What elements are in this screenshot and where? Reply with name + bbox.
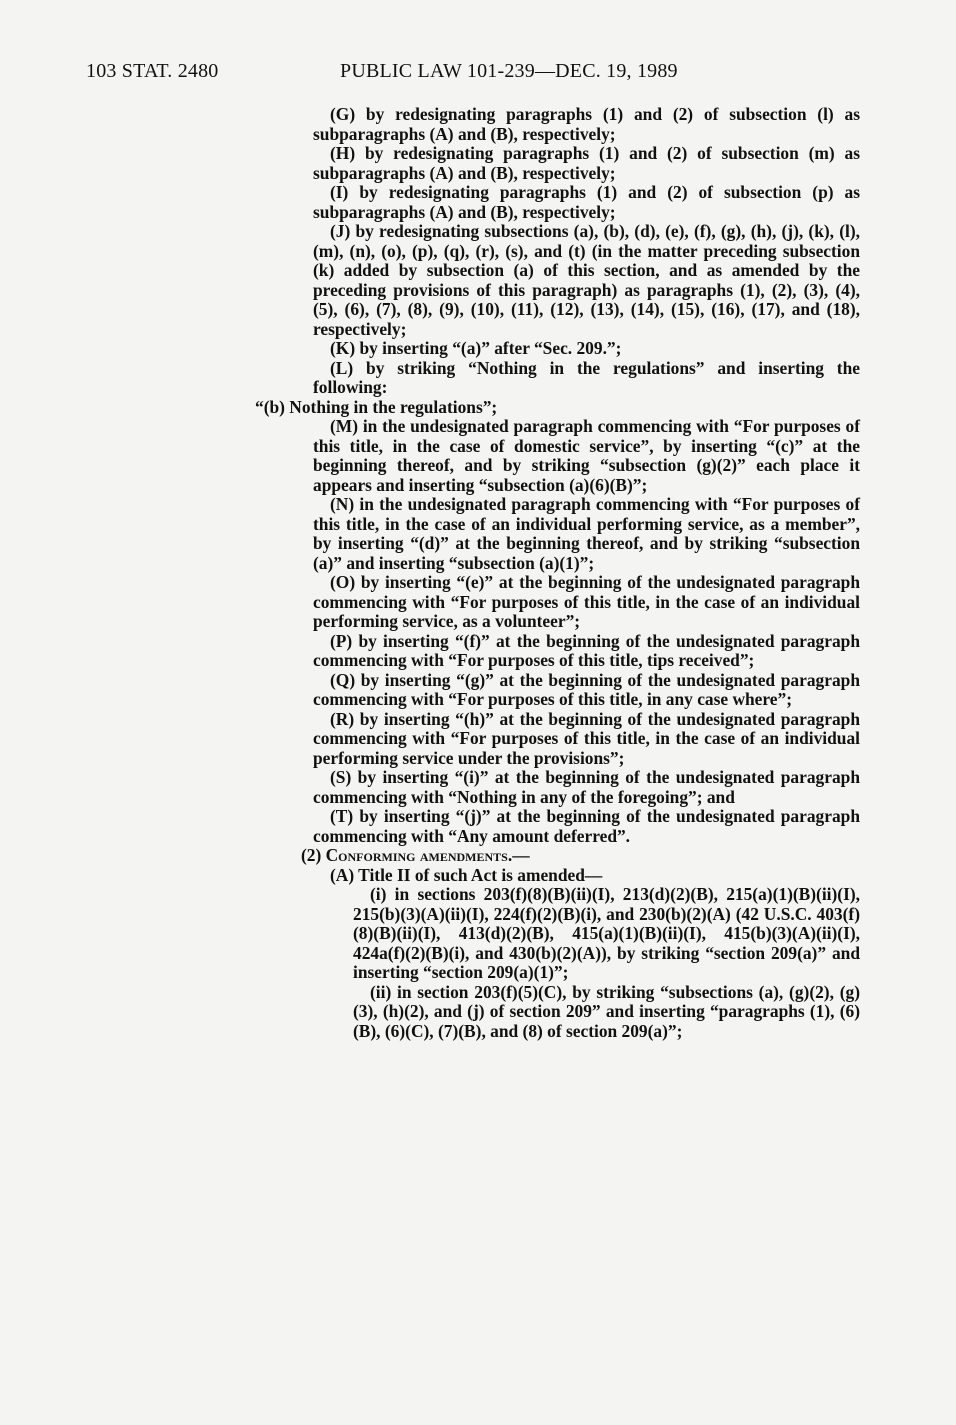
- paragraph-q: (Q) by inserting “(g)” at the beginning of the undesignated paragraph commencing with “For purposes of this title, in any case where”;: [313, 669, 860, 709]
- paragraph-o: (O) by inserting “(e)” at the beginning of the undesignated paragraph commencing with “For purposes of this title, in the case of an individual performing service, as a volunteer”;: [313, 572, 860, 631]
- paragraph-n: (N) in the undesignated paragraph commencing with “For purposes of this title, in the case of an individual performing service, as a member”, by inserting “(d)” at the beginning thereof, and by striking “subsection (a)” and inserting “subsection (a)(1)”;: [313, 494, 860, 573]
- paragraph-k: (K) by inserting “(a)” after “Sec. 209.”;: [330, 338, 622, 358]
- paragraph-g: (G) by redesignating paragraphs (1) and (2) of subsection (l) as subparagraphs (A) and (B), respectively;: [313, 104, 860, 144]
- clause-ii: (ii) in section 203(f)(5)(C), by striking “subsections (a), (g)(2), (g)(3), (h)(2), and (j) of section 209” and inserting “paragraphs (1), (6)(B), (6)(C), (7)(B), and (8) of section 209(a)”;: [353, 981, 860, 1041]
- conforming-amendments-heading: (2) Conforming amendments.—: [301, 845, 530, 865]
- clause-i: (i) in sections 203(f)(8)(B)(ii)(I), 213(d)(2)(B), 215(a)(1)(B)(ii)(I), 215(b)(3)(A)(ii)(I), 224(f)(2)(B)(i), and 230(b)(2)(A) (42 U.S.C. 403(f)(8)(B)(ii)(I), 413(d)(2)(B), 415(a)(1)(B)(ii)(I), 415(b)(3)(A)(ii)(I), 424a(f)(2)(B)(i), and 430(b)(2)(A)), by striking “section 209(a)” and inserting “section 209(a)(1)”;: [353, 884, 860, 982]
- law-title-date: PUBLIC LAW 101-239—DEC. 19, 1989: [340, 60, 678, 82]
- paragraph-s: (S) by inserting “(i)” at the beginning of the undesignated paragraph commencing with “Nothing in any of the foregoing”; and: [313, 767, 860, 807]
- paragraph-l: (L) by striking “Nothing in the regulations” and inserting the following:: [313, 357, 860, 397]
- quoted-text-b: “(b) Nothing in the regulations”;: [255, 396, 498, 417]
- paragraph-t: (T) by inserting “(j)” at the beginning of the undesignated paragraph commencing with “Any amount deferred”.: [313, 806, 860, 846]
- paragraph-p: (P) by inserting “(f)” at the beginning of the undesignated paragraph commencing with “For purposes of this title, tips received”;: [313, 630, 860, 670]
- paragraph-i: (I) by redesignating paragraphs (1) and (2) of subsection (p) as subparagraphs (A) and (B), respectively;: [313, 182, 860, 222]
- body-text: [255, 104, 860, 1041]
- paragraph-h: (H) by redesignating paragraphs (1) and (2) of subsection (m) as subparagraphs (A) and (B), respectively;: [313, 143, 860, 183]
- paragraph-j: (J) by redesignating subsections (a), (b), (d), (e), (f), (g), (h), (j), (k), (l), (m), (n), (o), (p), (q), (r), (s), and (t) (in the matter preceding subsection (k) added by subsection (a) of this section, and as amended by the preceding provisions of this paragraph) as paragraphs (1), (2), (3), (4), (5), (6), (7), (8), (9), (10), (11), (12), (13), (14), (15), (16), (17), and (18), respectively;: [313, 221, 860, 339]
- statute-page-number: 103 STAT. 2480: [86, 60, 219, 82]
- paragraph-r: (R) by inserting “(h)” at the beginning of the undesignated paragraph commencing with “For purposes of this title, in the case of an individual performing service under the provisions”;: [313, 708, 860, 768]
- subparagraph-a: (A) Title II of such Act is amended—: [330, 864, 603, 885]
- paragraph-m: (M) in the undesignated paragraph commencing with “For purposes of this title, in the case of domestic service”, by inserting “(c)” at the beginning thereof, and by striking “subsection (g)(2)” each place it appears and inserting “subsection (a)(6)(B)”;: [313, 416, 860, 495]
